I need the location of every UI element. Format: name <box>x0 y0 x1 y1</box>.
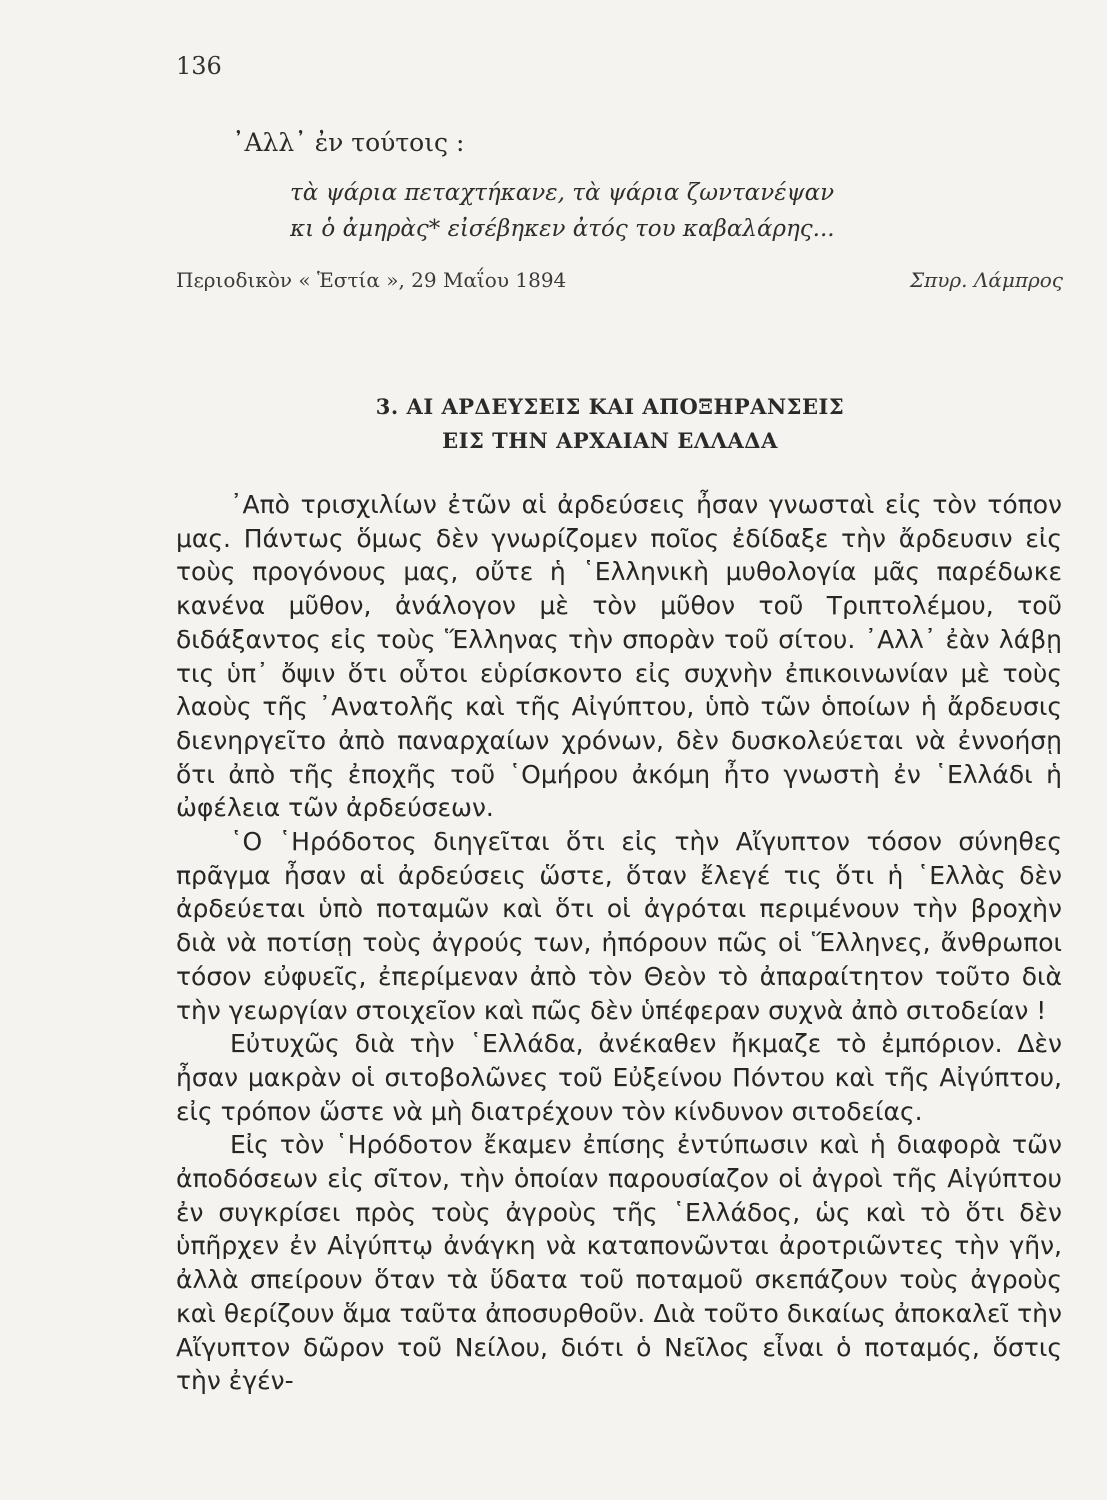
body-text <box>176 488 1062 1398</box>
verse-line: κι ὁ ἀμηρὰς* εἰσέβηκεν ἀτός του καβαλάρης... <box>290 216 835 242</box>
paragraph: Εὐτυχῶς διὰ τὴν ῾Ελλάδα, ἀνέκαθεν ἤκμαζε τὸ ἐμπόριον. Δὲν ἦσαν μακρὰν οἱ σιτοβολῶνες τοῦ Εὐξείνου Πόντου καὶ τῆς Αἰγύπτου, εἰς τρόπον ὥστε νὰ μὴ διατρέχουν τὸν κίνδυνον σιτοδείας. <box>176 1029 1062 1126</box>
paragraph: ῾Ο ῾Ηρόδοτος διηγεῖται ὅτι εἰς τὴν Αἴγυπτον τόσον σύνηθες πρᾶγμα ἦσαν αἱ ἀρδεύσεις ὥστε, ὅταν ἔλεγέ τις ὅτι ἡ ῾Ελλὰς δὲν ἀρδεύεται ὑπὸ ποταμῶν καὶ ὅτι οἱ ἀγρόται περιμένουν τὴν βροχὴν διὰ νὰ ποτίσῃ τοὺς ἀγρούς των, ἠπόρουν πῶς οἱ Ἕλληνες, ἄνθρωποι τόσον εὐφυεῖς, ἐπερίμεναν ἀπὸ τὸν Θεὸν τὸ ἀπαραίτητον τοῦτο διὰ τὴν γεωργίαν στοιχεῖον καὶ πῶς δὲν ὑπέφεραν συχνὰ ἀπὸ σιτοδείαν ! <box>176 827 1062 1025</box>
paragraph: Εἰς τὸν ῾Ηρόδοτον ἔκαμεν ἐπίσης ἐντύπωσιν καὶ ἡ διαφορὰ τῶν ἀποδόσεων εἰς σῖτον, τὴν ὁποίαν παρουσίαζον οἱ ἀγροὶ τῆς Αἰγύπτου ἐν συγκρίσει πρὸς τοὺς ἀγροὺς τῆς ῾Ελλάδος, ὡς καὶ τὸ ὅτι δὲν ὑπῆρχεν ἐν Αἰγύπτῳ ἀνάγκη νὰ καταπονῶνται ἀροτριῶντες τὴν γῆν, ἀλλὰ σπείρουν ὅταν τὰ ὕδατα τοῦ ποταμοῦ σκεπάζουν τοὺς ἀγροὺς καὶ θερίζουν ἅμα ταῦτα ἀποσυρθοῦν. Διὰ τοῦτο δικαίως ἀποκαλεῖ τὴν Αἴγυπτον δῶρον τοῦ Νείλου, διότι ὁ Νεῖλος εἶναι ὁ ποταμός, ὅστις τὴν ἐγέν- <box>176 1130 1062 1396</box>
page-number: 136 <box>176 52 222 80</box>
section-heading: 3. ΑΙ ΑΡΔΕΥΣΕΙΣ ΚΑΙ ΑΠΟΞΗΡΑΝΣΕΙΣ <box>375 394 845 419</box>
paragraph: ᾿Απὸ τρισχιλίων ἐτῶν αἱ ἀρδεύσεις ἦσαν γνωσταὶ εἰς τὸν τόπον μας. Πάντως ὅμως δὲν γνωρίζομεν ποῖος ἐδίδαξε τὴν ἄρδευσιν εἰς τοὺς προγόνους μας, οὔτε ἡ ῾Ελληνικὴ μυθολογία μᾶς παρέδωκε κανένα μῦθον, ἀνάλογον μὲ τὸν μῦθον τοῦ Τριπτολέμου, τοῦ διδάξαντος εἰς τοὺς Ἕλληνας τὴν σπορὰν τοῦ σίτου. ᾿Αλλ᾿ ἐὰν λάβῃ τις ὑπ᾿ ὄψιν ὅτι οὗτοι εὑρίσκοντο εἰς συχνὴν ἐπικοινωνίαν μὲ τοὺς λαοὺς τῆς ᾿Ανατολῆς καὶ τῆς Αἰγύπτου, ὑπὸ τῶν ὁποίων ἡ ἄρδευσις διενηργεῖτο ἀπὸ παναρχαίων χρόνων, δὲν δυσκολεύεται νὰ ἐννοήσῃ ὅτι ἀπὸ τῆς ἐποχῆς τοῦ ῾Ομήρου ἀκόμη ἦτο γνωστὴ ἐν ῾Ελλάδι ἡ ὠφέλεια τῶν ἀρδεύσεων. <box>176 490 1062 823</box>
citation-source: Περιοδικὸν « Ἑστία », 29 Μαΐου 1894 <box>176 268 567 292</box>
citation-author: Σπυρ. Λάμπρος <box>909 268 1063 292</box>
intro-line: ᾿Αλλ᾿ ἐν τούτοις : <box>232 128 465 157</box>
section-subheading: ΕΙΣ ΤΗΝ ΑΡΧΑΙΑΝ ΕΛΛΑΔΑ <box>442 428 778 453</box>
verse-line: τὰ ψάρια πεταχτήκανε, τὰ ψάρια ζωντανέψαν <box>290 180 835 206</box>
